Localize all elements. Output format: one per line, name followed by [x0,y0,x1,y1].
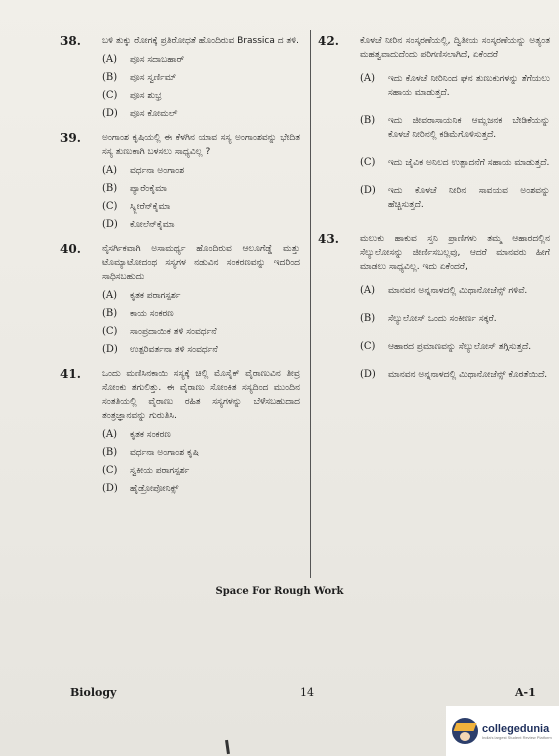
option-text: ಪೂಸ ಕೋಮಲ್ [130,109,178,119]
option-c [102,87,300,105]
option-text: ಕೃತಕ ಸಂಕರಣ [130,430,171,440]
option-d [102,341,300,359]
option-b [102,180,300,198]
option-text: ಇದು ಕೊಳಚೆ ನೀರಿನ ಸಾವಯವ ಅಂಶವನ್ನು ಹೆಚ್ಚಿಸುತ್ತದೆ. [388,186,550,210]
footer-subject: Biology [70,686,117,699]
rough-work-heading: Space For Rough Work [215,586,344,597]
option-text: ಪೂಸ ಶುಭ್ರ [130,91,162,101]
option-c [102,198,300,216]
footer-page-number: 14 [300,686,314,699]
option-label: (C) [102,90,118,101]
option-list [360,72,550,212]
option-a [360,284,550,298]
question-38 [60,34,300,123]
watermark-logo [446,706,559,756]
option-d [360,368,550,382]
question-number: 39. [60,131,81,145]
option-label: (D) [102,483,118,494]
option-text: ಪ್ಯಾರೆಂಕೈಮಾ [130,184,167,194]
option-list [102,162,300,234]
option-label: (A) [360,285,376,296]
option-b [360,114,550,142]
question-text: ಕೊಳಚೆ ನೀರಿನ ಸಂಸ್ಕರಣೆಯಲ್ಲಿ, ದ್ವಿತೀಯ ಸಂಸ್ಕರಣೆಯನ್ನು ಅತ್ಯಂತ ಮಹತ್ವವಾದುದೆಂದು ಪರಿಗಣಿಸಲಾಗಿದೆ, ಏಕೆಂದರೆ [360,36,550,60]
question-42 [318,34,550,212]
question-text: ಒಂದು ಮಣಿಸಿನಕಾಯಿ ಸಸ್ಯಕ್ಕೆ ಚಿಲ್ಲಿ ಮೊಸೈಕ್ ವೈರಾಣುವಿನ ತೀವ್ರ ಸೋಂಕು ತಗುಲಿತ್ತು. ಈ ವೈರಾಣು ಸೋಂಕಿತ ಸಸ್ಯದಿಂದ ಮುಂದಿನ ಸಂತತಿಯಲ್ಲಿ ವೈರಾಣು ರಹಿತ ಸಸ್ಯಗಳನ್ನು ಬೆಳೆಸಬಹುದಾದ ತಂತ್ರಜ್ಞಾನವನ್ನು ಗುರುತಿಸಿ. [102,369,300,421]
option-label: (B) [102,72,118,83]
question-40 [60,242,300,359]
option-b [360,312,550,326]
option-label: (A) [102,429,118,440]
question-number: 40. [60,242,81,256]
option-text: ಪೂಸ ಸದಾಬಹಾರ್ [130,55,185,65]
option-label: (B) [102,183,118,194]
question-number: 41. [60,367,81,381]
option-b [102,69,300,87]
option-label: (C) [102,465,118,476]
option-text: ಇದು ಜೈವಿಕ ಅನಿಲದ ಉತ್ಪಾದನೆಗೆ ಸಹಾಯ ಮಾಡುತ್ತದೆ. [388,158,550,168]
option-label: (B) [360,313,376,324]
option-label: (C) [102,201,118,212]
question-text: ಬಳಿ ತುಕ್ಕು ರೋಗಕ್ಕೆ ಪ್ರತಿರೋಧತೆ ಹೊಂದಿರುವ Brassica ದ ತಳಿ. [102,36,299,46]
option-label: (D) [102,108,118,119]
option-a [102,51,300,69]
option-text: ಮಾನವನ ಅನ್ನನಾಳದಲ್ಲಿ ಮಿಥಾನೋಜೆನ್ಸ್ ಗಳಿವೆ. [388,286,528,296]
option-a [102,287,300,305]
option-label: (B) [102,447,118,458]
left-column [60,34,300,506]
graduate-icon [452,718,478,744]
question-number: 43. [318,232,339,246]
option-label: (A) [102,54,118,65]
option-label: (C) [360,341,376,352]
option-d [360,184,550,212]
option-b [102,305,300,323]
question-number: 38. [60,34,81,48]
option-list [102,287,300,359]
option-label: (A) [360,73,376,84]
option-label: (A) [102,165,118,176]
option-text: ಮಾನವನ ಅನ್ನನಾಳದಲ್ಲಿ ಮಿಥಾನೋಜೆನ್ಸ್ ಕೊರತೆಯಿದೆ. [388,370,548,380]
option-c [360,340,550,354]
logo-name: collegedunia [482,722,550,735]
option-text: ಆಹಾರದ ಪ್ರಮಾಣವನ್ನು ಸೆಲ್ಯುಲೋಸ್ ತಗ್ಗಿಸುತ್ತದೆ. [388,342,532,352]
option-label: (C) [102,326,118,337]
option-a [360,72,550,100]
logo-text [482,723,552,740]
option-label: (D) [102,219,118,230]
option-a [102,162,300,180]
option-text: ಉತ್ಪರಿವರ್ತನಾ ತಳಿ ಸಂವರ್ಧನೆ [130,345,218,355]
option-label: (B) [360,115,376,126]
logo-tagline: India's largest Student Review Platform [482,734,552,740]
option-d [102,105,300,123]
option-d [102,216,300,234]
pen-mark [225,740,230,754]
option-label: (A) [102,290,118,301]
option-c [360,156,550,170]
option-b [102,444,300,462]
option-text: ಸಾಂಪ್ರದಾಯಿಕ ತಳಿ ಸಂವರ್ಧನೆ [130,327,217,337]
question-41 [60,367,300,498]
question-43 [318,232,550,382]
option-text: ಸ್ವಕೀಯ ಪರಾಗಸ್ಪರ್ಶ [130,466,190,476]
option-text: ಇದು ಕೊಳಚೆ ನೀರಿನಿಂದ ಘನ ತುಣುಕುಗಳನ್ನು ತೆಗೆಯಲು ಸಹಾಯ ಮಾಡುತ್ತದೆ. [388,74,550,98]
option-text: ಕಾಯ ಸಂಕರಣ [130,309,174,319]
option-label: (D) [360,369,376,380]
question-39 [60,131,300,234]
option-c [102,323,300,341]
option-list [102,426,300,498]
option-list [102,51,300,123]
option-a [102,426,300,444]
question-text: ಮಲುಕು ಹಾಕುವ ಸ್ತನಿ ಪ್ರಾಣಿಗಳು ತಮ್ಮ ಆಹಾರದಲ್ಲಿನ ಸೆಲ್ಯುಲೋಸನ್ನು ಜೀರ್ಣಿಸಬಲ್ಲವು, ಆದರೆ ಮಾನವರು ಹೀಗೆ ಮಾಡಲು ಸಾಧ್ಯವಿಲ್ಲ. ಇದು ಏಕೆಂದರೆ, [360,234,550,272]
question-number: 42. [318,34,339,48]
option-list [360,284,550,382]
right-column [318,34,550,396]
option-text: ಸ್ಕ್ಲೀರೆನ್‌ಕೈಮಾ [130,202,171,212]
option-c [102,462,300,480]
question-text: ಅಂಗಾಂಶ ಕೃಷಿಯಲ್ಲಿ ಈ ಕೆಳಗಿನ ಯಾವ ಸಸ್ಯ ಅಂಗಾಂಶವನ್ನು ಭೇದಿತ ಸಸ್ಯ ತುಣುಕಾಗಿ ಬಳಸಲು ಸಾಧ್ಯವಿಲ್ಲ ? [102,133,300,157]
option-label: (D) [360,185,376,196]
option-text: ಸೆಲ್ಯುಲೋಸ್ ಒಂದು ಸಂಕೀರ್ಣ ಸಕ್ಕರೆ. [388,314,497,324]
option-label: (B) [102,308,118,319]
option-text: ಹೈಡ್ರೋಪೋನಿಕ್ಸ್ [130,484,179,494]
option-label: (C) [360,157,376,168]
option-text: ವರ್ಧನಾ ಅಂಗಾಂಶ [130,166,185,176]
option-text: ಕೋಲೆನ್‌ಕೈಮಾ [130,220,175,230]
column-divider [310,30,311,578]
option-label: (D) [102,344,118,355]
footer-code: A-1 [515,686,536,699]
question-text: ನೈಸರ್ಗಿಕವಾಗಿ ಅಸಾಮರ್ಥ್ಯ ಹೊಂದಿರುವ ಆಲೂಗೆಡ್ಡೆ ಮತ್ತು ಟೊಮ್ಯಾಟೋದಂಥ ಸಸ್ಯಗಳ ನಡುವಿನ ಸಂಕರಣವನ್ನು ಇದರಿಂದ ಸಾಧಿಸಬಹುದು [102,244,300,282]
option-text: ವರ್ಧನಾ ಅಂಗಾಂಶ ಕೃಷಿ [130,448,199,458]
option-text: ಇದು ಜೀವರಾಸಾಯನಿಕ ಆಮ್ಲಜನಕ ಬೇಡಿಕೆಯನ್ನು ಕೊಳಚೆ ನೀರಿನಲ್ಲಿ ಕಡಿಮೆಗೊಳಿಸುತ್ತದೆ. [388,116,550,140]
option-text: ಕೃತಕ ಪರಾಗಸ್ಪರ್ಶ [130,291,181,301]
option-text: ಪೂಸ ಸ್ವರ್ಣಿಮ್ [130,73,177,83]
option-d [102,480,300,498]
